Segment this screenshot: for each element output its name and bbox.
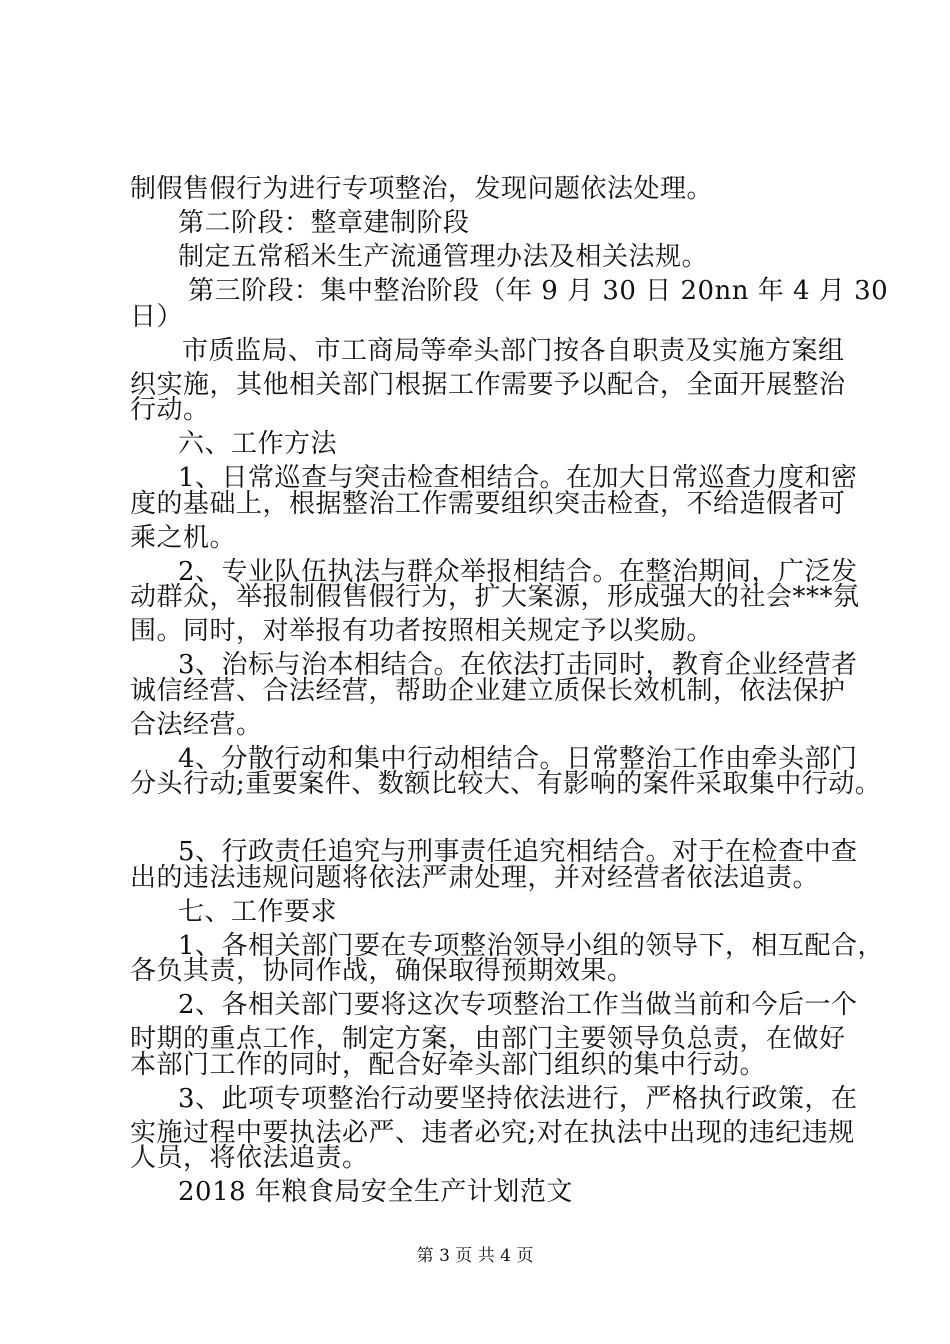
section-heading: 第三阶段：集中整治阶段（年 9 月 30 日 20nn 年 4 月 30 bbox=[188, 276, 889, 306]
section-heading: 六、工作方法 bbox=[178, 429, 338, 459]
body-line: 人员，将依法追责。 bbox=[130, 1143, 369, 1173]
body-line: 分头行动;重要案件、数额比较大、有影响的案件采取集中行动。 bbox=[130, 769, 882, 799]
body-line: 市质监局、市工商局等牵头部门按各自职责及实施方案组 bbox=[182, 336, 845, 366]
body-line: 度的基础上，根据整治工作需要组织突击检查，不给造假者可 bbox=[130, 489, 846, 519]
section-heading: 第二阶段：整章建制阶段 bbox=[178, 208, 470, 238]
body-line: 1、各相关部门要在专项整治领导小组的领导下，相互配合， bbox=[178, 931, 885, 961]
body-line: 3、此项专项整治行动要坚持依法进行，严格执行政策，在 bbox=[178, 1084, 858, 1114]
body-line: 合法经营。 bbox=[130, 710, 263, 740]
body-line: 制定五常稻米生产流通管理办法及相关法规。 bbox=[178, 242, 709, 272]
section-heading: 七、工作要求 bbox=[178, 897, 338, 927]
body-line: 围。同时，对举报有功者按照相关规定予以奖励。 bbox=[130, 616, 714, 646]
body-line: 时期的重点工作，制定方案，由部门主要领导负总责，在做好 bbox=[130, 1024, 846, 1054]
body-line: 制假售假行为进行专项整治，发现问题依法处理。 bbox=[130, 174, 714, 204]
body-line: 4、分散行动和集中行动相结合。日常整治工作由牵头部门 bbox=[178, 744, 858, 774]
body-line: 诚信经营、合法经营，帮助企业建立质保长效机制，依法保护 bbox=[130, 676, 846, 706]
body-line: 2、专业队伍执法与群众举报相结合。在整治期间，广泛发 bbox=[178, 557, 858, 587]
body-line: 出的违法违规问题将依法严肃处理，并对经营者依法追责。 bbox=[130, 863, 820, 893]
body-line: 2、各相关部门要将这次专项整治工作当做当前和今后一个 bbox=[178, 990, 858, 1020]
document-title-line: 2018 年粮食局安全生产计划范文 bbox=[178, 1177, 573, 1207]
body-line: 5、行政责任追究与刑事责任追究相结合。对于在检查中查 bbox=[178, 837, 858, 867]
body-line: 日） bbox=[130, 302, 184, 332]
body-line: 本部门工作的同时，配合好牵头部门组织的集中行动。 bbox=[130, 1050, 767, 1080]
body-line: 各负其责，协同作战，确保取得预期效果。 bbox=[130, 956, 634, 986]
body-line: 乘之机。 bbox=[130, 523, 237, 553]
body-line: 实施过程中要执法必严、违者必究;对在执法中出现的违纪违规 bbox=[130, 1118, 855, 1148]
body-line: 1、日常巡查与突击检查相结合。在加大日常巡查力度和密 bbox=[178, 463, 858, 493]
body-line: 3、治标与治本相结合。在依法打击同时，教育企业经营者 bbox=[178, 650, 858, 680]
body-line: 动群众，举报制假售假行为，扩大案源，形成强大的社会***氛 bbox=[130, 582, 860, 612]
body-line: 行动。 bbox=[130, 395, 210, 425]
body-line: 织实施，其他相关部门根据工作需要予以配合，全面开展整治 bbox=[130, 370, 846, 400]
page-footer: 第 3 页 共 4 页 bbox=[416, 1246, 534, 1266]
